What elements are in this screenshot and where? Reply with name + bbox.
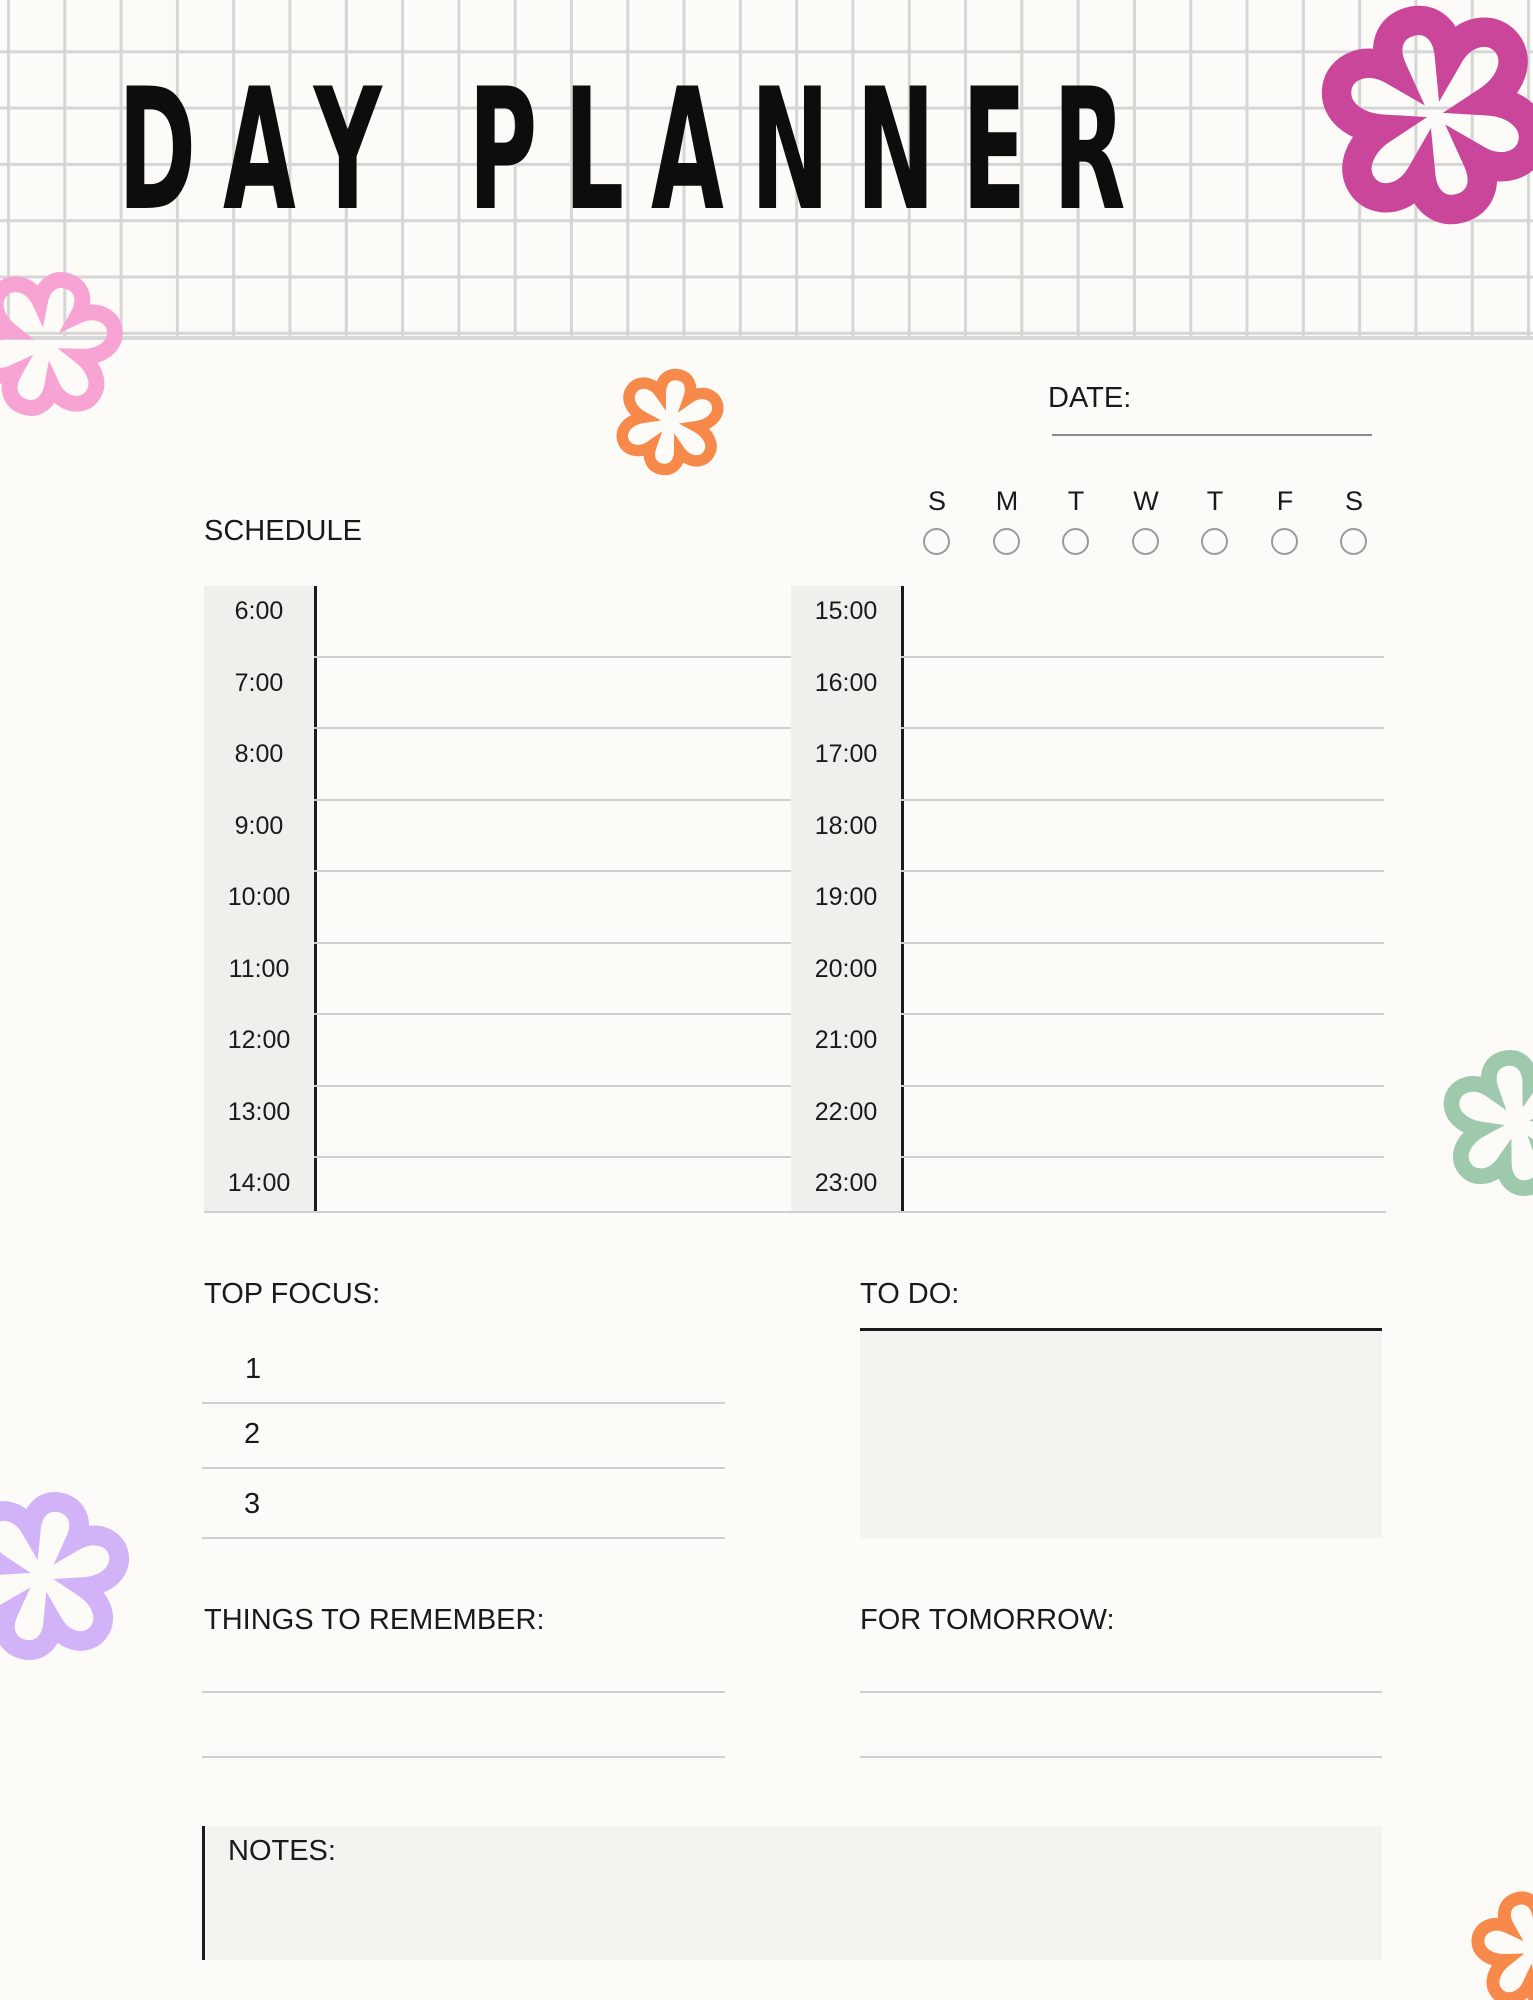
time-label: 17:00	[814, 740, 878, 768]
focus-item-line[interactable]	[202, 1537, 725, 1539]
schedule-label: SCHEDULE	[204, 515, 362, 547]
todo-top-rule	[860, 1328, 1382, 1331]
schedule-slot[interactable]	[204, 1087, 794, 1159]
weekday-checkbox-monday[interactable]	[993, 528, 1020, 555]
schedule-slot[interactable]	[204, 872, 794, 944]
schedule-bottom-rule	[204, 1211, 1386, 1213]
schedule-slot[interactable]	[791, 658, 1384, 730]
weekday-checkbox-saturday[interactable]	[1340, 528, 1367, 555]
schedule-slot[interactable]	[791, 1087, 1384, 1159]
time-label: 14:00	[227, 1169, 291, 1197]
focus-item-number: 2	[244, 1418, 261, 1450]
weekday-letter: F	[1276, 486, 1294, 516]
time-label: 13:00	[227, 1097, 291, 1126]
flower-icon	[608, 360, 732, 484]
weekday-letter: S	[1344, 486, 1363, 516]
schedule-slot[interactable]	[791, 586, 1384, 658]
flower-icon	[1310, 0, 1533, 240]
time-label: 15:00	[814, 597, 878, 625]
schedule-slot[interactable]	[791, 729, 1384, 801]
remember-line[interactable]	[202, 1691, 725, 1693]
time-label: 10:00	[227, 883, 291, 911]
grid-bottom-border	[0, 336, 1533, 340]
schedule-slot[interactable]	[204, 1015, 794, 1087]
time-label: 7:00	[234, 668, 284, 697]
top-focus-label: TOP FOCUS:	[204, 1278, 381, 1310]
time-label: 21:00	[814, 1026, 878, 1054]
schedule-column-morning	[204, 586, 794, 1212]
focus-item-line[interactable]	[202, 1402, 725, 1404]
time-label: 19:00	[814, 883, 878, 911]
for-tomorrow-label: FOR TOMORROW:	[860, 1604, 1115, 1636]
focus-item-number: 3	[244, 1488, 261, 1520]
weekday-letter: T	[1206, 486, 1224, 516]
things-to-remember-label: THINGS TO REMEMBER:	[204, 1604, 545, 1636]
weekday-checkbox-wednesday[interactable]	[1132, 528, 1159, 555]
schedule-slot[interactable]	[204, 729, 794, 801]
schedule-slot[interactable]	[791, 801, 1384, 873]
time-label: 9:00	[234, 811, 284, 840]
time-label: 22:00	[814, 1097, 878, 1126]
time-label: 16:00	[814, 668, 878, 697]
time-label: 11:00	[228, 954, 290, 983]
schedule-slot[interactable]	[791, 1015, 1384, 1087]
time-label: 23:00	[814, 1169, 878, 1197]
weekday-checkbox-friday[interactable]	[1271, 528, 1298, 555]
tomorrow-line[interactable]	[860, 1756, 1382, 1758]
todo-area[interactable]	[860, 1328, 1382, 1538]
weekday-letter: S	[927, 486, 946, 516]
focus-item-line[interactable]	[202, 1467, 725, 1469]
page-title: DAY PLANNER	[118, 52, 1153, 248]
flower-icon	[1464, 1880, 1533, 2000]
weekday-checkbox-sunday[interactable]	[923, 528, 950, 555]
notes-label: NOTES:	[228, 1835, 336, 1867]
time-label: 20:00	[814, 954, 878, 983]
schedule-slot[interactable]	[204, 801, 794, 873]
time-label: 18:00	[814, 811, 878, 840]
schedule-column-evening	[791, 586, 1384, 1212]
schedule-slot[interactable]	[204, 586, 794, 658]
schedule-slot[interactable]	[204, 658, 794, 730]
weekday-letter: W	[1133, 486, 1159, 516]
remember-line[interactable]	[202, 1756, 725, 1758]
flower-icon	[0, 1478, 140, 1674]
schedule-slot[interactable]	[204, 944, 794, 1016]
schedule-slot[interactable]	[204, 1158, 794, 1230]
time-label: 12:00	[227, 1026, 291, 1054]
date-field[interactable]	[1052, 434, 1372, 436]
flower-icon	[0, 258, 132, 430]
focus-item-number: 1	[245, 1353, 262, 1385]
notes-accent-bar	[202, 1826, 205, 1960]
date-label: DATE:	[1048, 382, 1132, 414]
schedule-slot[interactable]	[791, 1158, 1384, 1230]
weekday-letter: T	[1067, 486, 1085, 516]
notes-area[interactable]	[202, 1826, 1382, 1960]
weekday-checkbox-thursday[interactable]	[1201, 528, 1228, 555]
time-label: 8:00	[234, 740, 284, 768]
weekday-letter: M	[995, 486, 1019, 516]
todo-label: TO DO:	[860, 1278, 960, 1310]
schedule-slot[interactable]	[791, 944, 1384, 1016]
tomorrow-line[interactable]	[860, 1691, 1382, 1693]
schedule-slot[interactable]	[791, 872, 1384, 944]
flower-icon	[1432, 1038, 1533, 1208]
time-label: 6:00	[234, 597, 284, 625]
weekday-checkbox-tuesday[interactable]	[1062, 528, 1089, 555]
